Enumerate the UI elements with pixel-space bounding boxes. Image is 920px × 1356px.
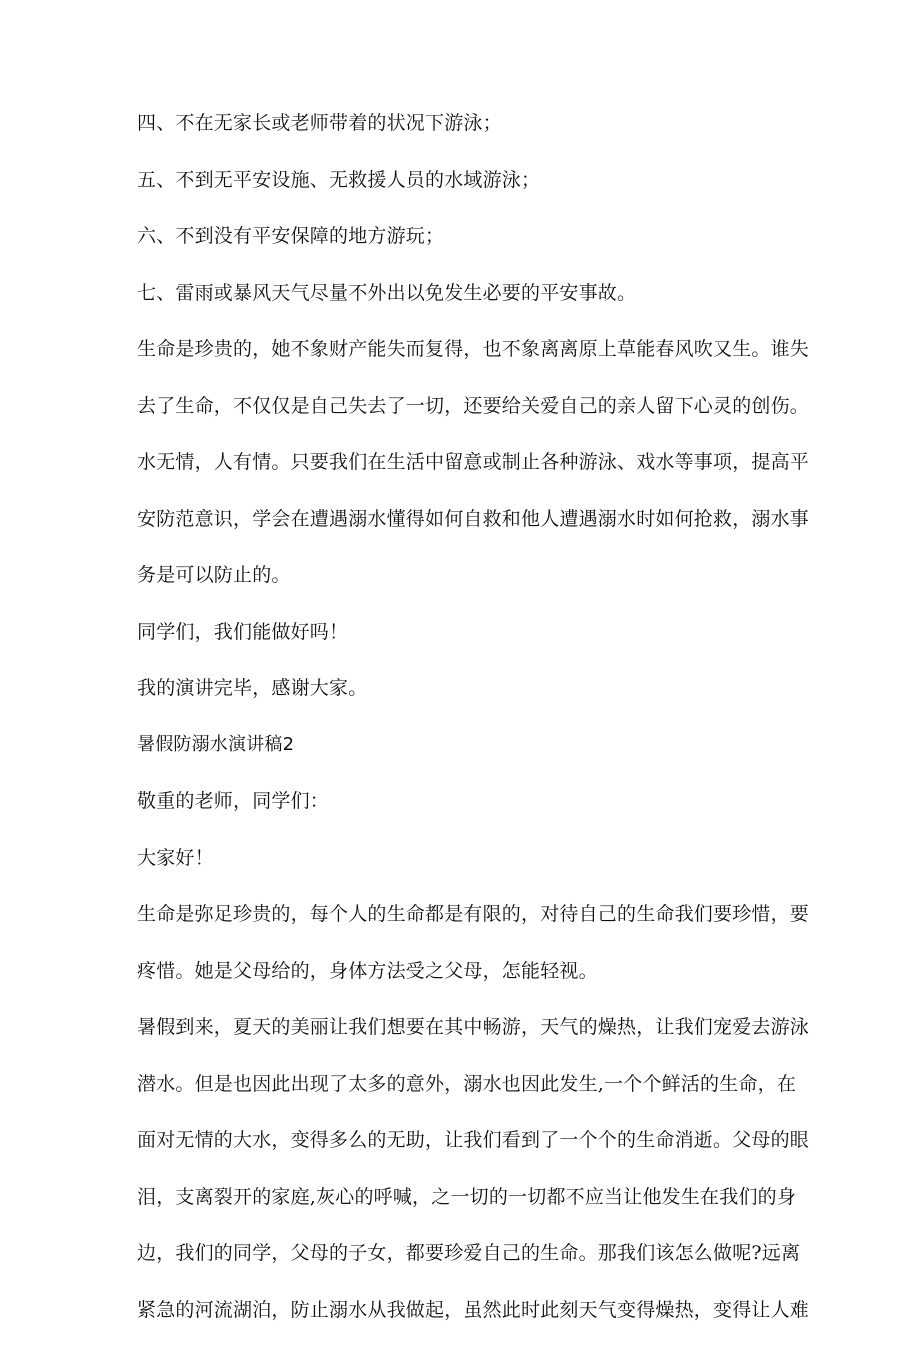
section-heading: 暑假防溺水演讲稿2 — [137, 733, 295, 755]
paragraph-line: 边，我们的同学，父母的子女，都要珍爱自己的生命。那我们该怎么做呢?远离 — [137, 1242, 801, 1264]
paragraph-line: 面对无情的大水，变得多么的无助，让我们看到了一个个的生命消逝。父母的眼 — [137, 1129, 810, 1151]
paragraph-line: 去了生命，不仅仅是自己失去了一切，还要给关爱自己的亲人留下心灵的创伤。 — [137, 394, 810, 417]
paragraph-line: 水无情，人有情。只要我们在生活中留意或制止各种游泳、戏水等事项，提高平 — [137, 451, 810, 473]
paragraph-line: 生命是珍贵的，她不象财产能失而复得，也不象离离原上草能春风吹又生。谁失 — [137, 338, 810, 360]
list-item-rule-4: 四、不在无家长或老师带着的状况下游泳； — [137, 112, 502, 134]
list-item-rule-7: 七、雷雨或暴风天气尽量不外出以免发生必要的平安事故。 — [137, 281, 637, 304]
paragraph-line: 生命是弥足珍贵的，每个人的生命都是有限的，对待自己的生命我们要珍惜，要 — [137, 903, 810, 925]
paragraph-line: 同学们，我们能做好吗！ — [137, 620, 349, 643]
list-item-rule-5: 五、不到无平安设施、无救援人员的水域游泳； — [137, 168, 541, 191]
greeting: 大家好！ — [137, 846, 214, 869]
paragraph-line: 我的演讲完毕，感谢大家。 — [137, 677, 368, 699]
paragraph-line: 潜水。但是也因此出现了太多的意外，溺水也因此发生,一个个鲜活的生命，在 — [137, 1072, 797, 1095]
salutation: 敬重的老师，同学们： — [137, 790, 330, 812]
paragraph-line: 务是可以防止的。 — [137, 564, 291, 586]
paragraph-line: 疼惜。她是父母给的，身体方法受之父母，怎能轻视。 — [137, 959, 598, 982]
paragraph-line: 泪，支离裂开的家庭,灰心的呼喊，之一切的一切都不应当让他发生在我们的身 — [137, 1185, 797, 1208]
paragraph-line: 暑假到来，夏天的美丽让我们想要在其中畅游，天气的燥热，让我们宠爱去游泳 — [137, 1016, 810, 1038]
list-item-rule-6: 六、不到没有平安保障的地方游玩； — [137, 225, 445, 247]
paragraph-line: 紧急的河流湖泊，防止溺水从我做起，虽然此时此刻天气变得燥热，变得让人难 — [137, 1298, 810, 1321]
document-body — [137, 112, 810, 1356]
paragraph-line: 安防范意识，学会在遭遇溺水懂得如何自救和他人遭遇溺水时如何抢救，溺水事 — [137, 507, 810, 530]
